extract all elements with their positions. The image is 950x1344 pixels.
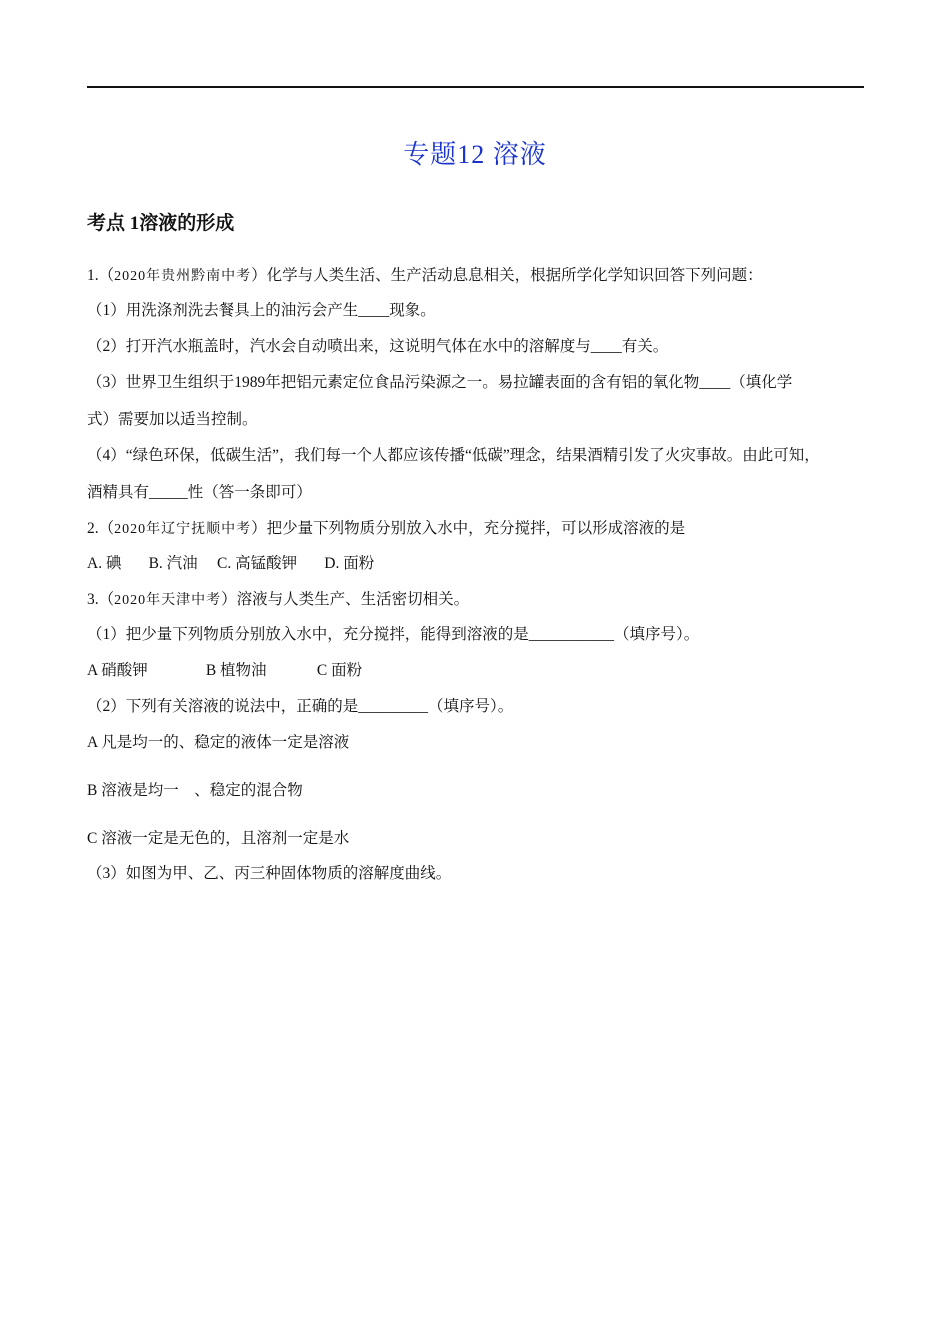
question-1-part-2: （2）打开汽水瓶盖时，汽水会自动喷出来，这说明气体在水中的溶解度与____有关。 (87, 338, 669, 355)
question-2-stem (87, 516, 685, 538)
question-2-options: A. 碘 B. 汽油 C. 高锰酸钾 D. 面粉 (87, 555, 375, 572)
section-heading: 考点 1溶液的形成 (87, 213, 235, 234)
question-1-stem (87, 263, 763, 285)
question-3-stem (87, 587, 469, 609)
page-title: 专题12 溶液 (403, 140, 547, 169)
header-rule (87, 86, 864, 88)
question-source: 2020年贵州黔南中考 (114, 269, 252, 284)
question-3-option-a: A 凡是均一的、稳定的液体一定是溶液 (87, 734, 350, 751)
question-1-part-4-cont: 酒精具有_____性（答一条即可） (87, 484, 312, 501)
question-text: ）溶液与人类生产、生活密切相关。 (221, 591, 470, 608)
question-3-part-1-options: A 硝酸钾 B 植物油 C 面粉 (87, 662, 363, 679)
question-number: 2.（ (87, 520, 115, 537)
question-number: 1.（ (87, 267, 115, 284)
question-source: 2020年辽宁抚顺中考 (114, 522, 252, 537)
question-3-part-1: （1）把少量下列物质分别放入水中，充分搅拌，能得到溶液的是___________（填序号）。 (87, 626, 700, 643)
question-1-part-1: （1）用洗涤剂洗去餐具上的油污会产生____现象。 (87, 302, 436, 319)
question-1-part-3: （3）世界卫生组织于1989年把铝元素定位食品污染源之一。易拉罐表面的含有铝的氧化物____（填化学 (87, 374, 793, 391)
question-1-part-4: （4）“绿色环保，低碳生活”，我们每一个人都应该传播“低碳”理念，结果酒精引发了火灾事故。由此可知， (87, 447, 820, 464)
question-3-part-2: （2）下列有关溶液的说法中，正确的是_________（填序号）。 (87, 698, 514, 715)
question-text: ）把少量下列物质分别放入水中，充分搅拌，可以形成溶液的是 (251, 520, 686, 537)
question-text: ）化学与人类生活、生产活动息息相关，根据所学化学知识回答下列问题： (251, 267, 763, 284)
question-3-part-3: （3）如图为甲、乙、丙三种固体物质的溶解度曲线。 (87, 865, 452, 882)
question-source: 2020年天津中考 (114, 593, 222, 608)
question-3-option-c: C 溶液一定是无色的，且溶剂一定是水 (87, 830, 350, 847)
question-1-part-3-cont: 式）需要加以适当控制。 (87, 411, 258, 428)
question-3-option-b: B 溶液是均一 、稳定的混合物 (87, 782, 303, 799)
question-number: 3.（ (87, 591, 115, 608)
